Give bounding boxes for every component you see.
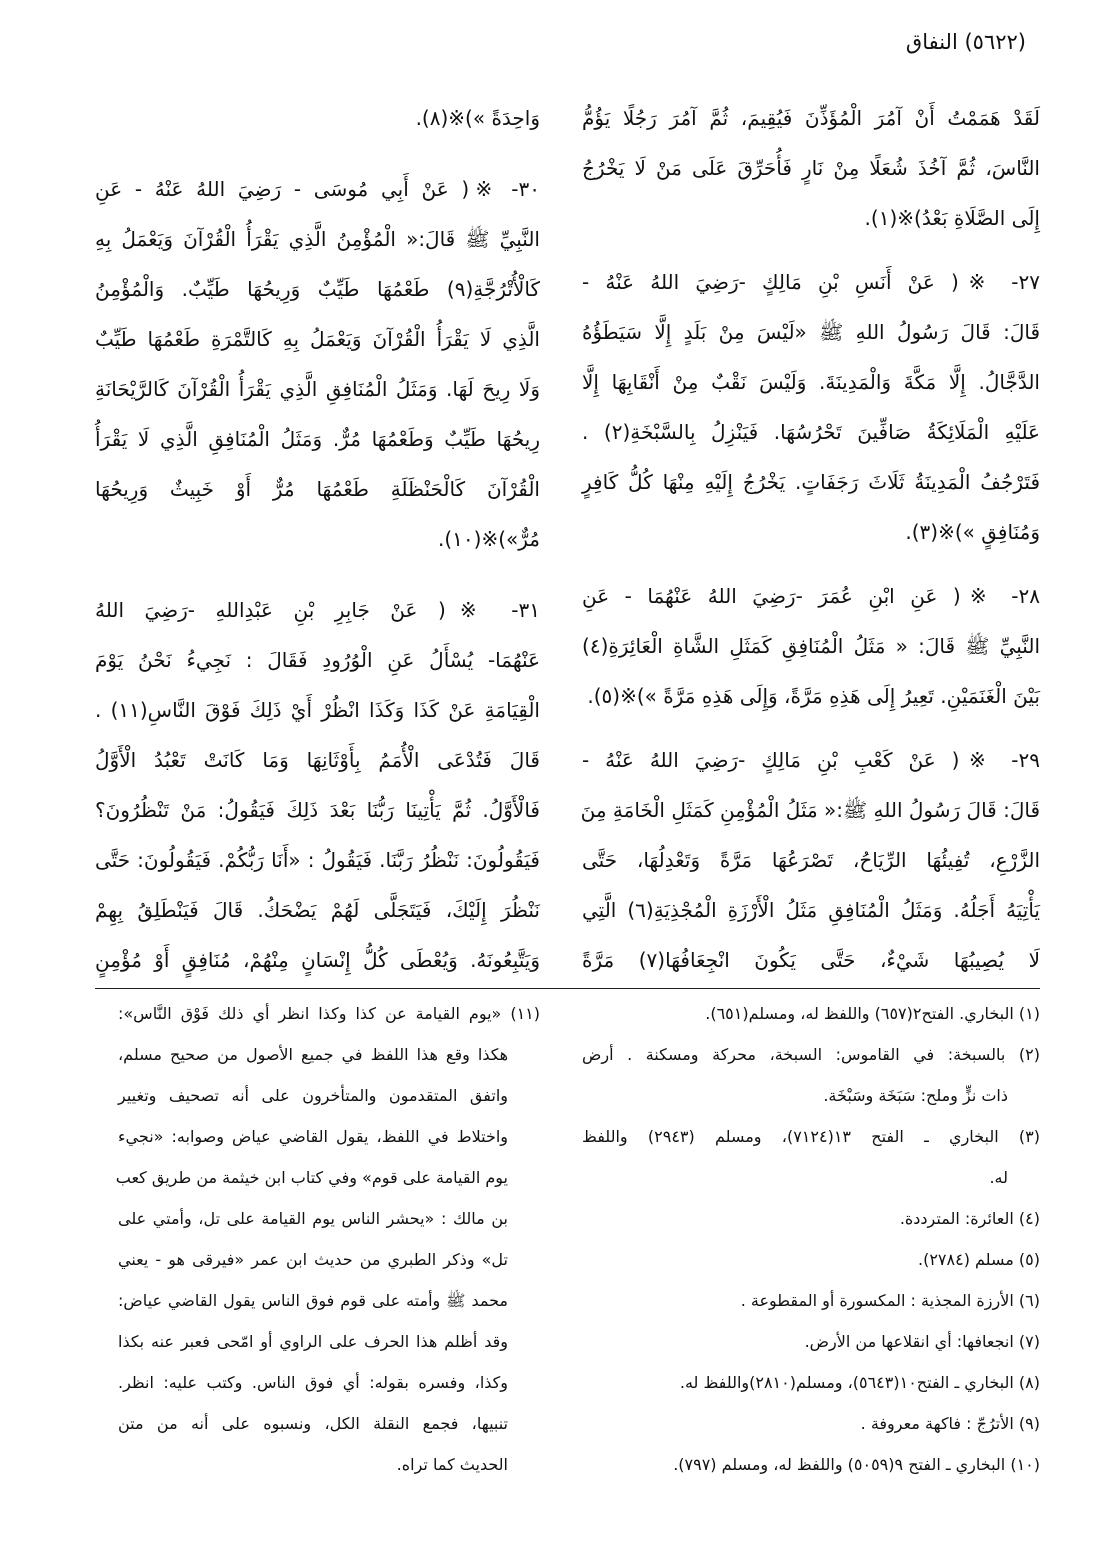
footnote-line: (٣) البخاري ـ الفتح ١٣(٧١٢٤)، ومسلم (٢٩٤٣) واللفظ [582,1127,1041,1146]
text-line: فَالْأَوَّلُ. ثُمَّ يَأْتِينَا رَبُّنَا بَعْدَ ذَلِكَ فَيَقُولُ: مَنْ تَنْظُرُونَ؟ [95,798,540,822]
text-line: النَّاسَ، ثُمَّ آخُذَ شُعَلًا مِنْ نَارٍ فَأُحَرِّقَ عَلَى مَنْ لَا يَخْرُجُ [582,156,1040,180]
text-line: بَيْنَ الْغَنَمَيْنِ. تَعِيرُ إِلَى هَذِهِ مَرَّةً، وَإِلَى هَذِهِ مَرَّةً »)※(٥). [587,684,1040,708]
footnote-line: محمد ﷺ وأمته على قوم فوق الناس يقول القاضي عياض: [118,1291,508,1310]
footnote-line: بن مالك : «يحشر الناس يوم القيامة على تل، وأمتي على [118,1209,508,1228]
text-line: وَلَا رِيحَ لَهَا. وَمَثَلُ الْمُنَافِقِ الَّذِي يَقْرَأُ الْقُرْآنَ كَالرَّيْحَانَةِ [95,377,540,401]
footnote-line: يوم القيامة على قوم» وفي كتاب ابن خيثمة من طريق كعب [115,1168,508,1187]
text-line: يَأْتِيَهُ أَجَلُهُ. وَمَثَلُ الْمُنَافِقِ مَثَلُ الْأَرْزَةِ الْمُجْذِيَةِ(٦) الَّتِي [582,898,1040,922]
footnote-line: هكذا وقع هذا اللفظ في جميع الأصول من صحيح مسلم، [118,1045,508,1064]
text-line: ٣١- ※( عَنْ جَابِرِ بْنِ عَبْدِاللهِ -رَضِيَ اللهُ [95,598,540,622]
hadith-paragraph [95,585,540,985]
text-line: ٢٨- ※( عَنِ ابْنِ عُمَرَ -رَضِيَ اللهُ عَنْهُمَا - عَنِ [582,584,1040,608]
text-line: قَالَ فَتُدْعَى الْأُمَمُ بِأَوْثَانِهَا وَمَا كَانَتْ تَعْبُدُ الْأَوَّلُ [95,748,540,772]
text-line: عَلَيْهِ الْمَلَائِكَةُ صَافِّينَ تَحْرُسُهَا. فَيَنْزِلُ بِالسَّبْخَةِ(٢) . [582,420,1040,444]
text-line: ٣٠- ※( عَنْ أَبِي مُوسَى - رَضِيَ اللهُ عَنْهُ - عَنِ [95,177,540,201]
footnote-line: (٢) بالسبخة: في القاموس: السبخة، محركة ومسكنة . أرض [582,1045,1040,1064]
text-line: فَتَرْجُفُ الْمَدِينَةُ ثَلَاثَ رَجَفَاتٍ. يَخْرُجُ إِلَيْهِ مِنْهَا كُلُّ كَافِرٍ [582,470,1040,494]
text-line: النَّبِيِّ ﷺ قَالَ: « مَثَلُ الْمُنَافِقِ كَمَثَلِ الشَّاةِ الْعَائِرَةِ(٤) [582,634,1040,658]
text-line: الزَّرْعِ، تُفِيئُهَا الرِّيَاحُ، تَصْرَعُهَا مَرَّةً وَتَعْدِلُهَا، حَتَّى [582,848,1040,872]
text-line: لَقَدْ هَمَمْتُ أَنْ آمُرَ الْمُؤَذِّنَ فَيُقِيمَ، ثُمَّ آمُرَ رَجُلًا يَؤُمُّ [582,106,1040,130]
text-line: مُرٌّ»)※(١٠). [437,527,540,551]
hadith-paragraph [582,257,1040,557]
hadith-paragraph [582,93,1040,243]
hadith-paragraph [95,164,540,564]
footnote-line: (٩) الأترُجّ : فاكهة معروفة . [860,1414,1040,1433]
right-text-column [582,93,1040,999]
running-header: (٥٦٢٢) النفاق [905,30,1026,54]
text-line: نَنْظُرَ إِلَيْكَ، فَيَتَجَلَّى لَهُمْ يَضْحَكُ. قَالَ فَيَنْطَلِقُ بِهِمْ [95,898,540,922]
text-line: عَنْهُمَا- يُسْأَلُ عَنِ الْوُرُودِ فَقَالَ : نَجِيءُ نَحْنُ يَوْمَ [95,648,540,672]
footnote-line: وكذا، وفسره بقوله: أي فوق الناس. وكتب عليه: انظر. [118,1373,508,1392]
footnotes-left [115,993,540,1485]
text-line: لَا يُصِيبُهَا شَيْءٌ، حَتَّى يَكُونَ انْجِعَافُهَا(٧) مَرَّةً [582,948,1040,972]
footnote-line: الحديث كما تراه. [396,1455,508,1474]
text-line: النَّبِيِّ ﷺ قَالَ:« الْمُؤْمِنُ الَّذِي يَقْرَأُ الْقُرْآنَ وَيَعْمَلُ بِهِ [95,227,540,251]
footnote-line: (١١) «يوم القيامة عن كذا وكذا انظر أي ذلك فَوْق النَّاس»: [118,1004,540,1023]
footnotes-right [582,993,1040,1485]
text-line: الْقُرْآنَ كَالْحَنْظَلَةِ طَعْمُهَا مُرٌّ أَوْ خَبِيثٌ وَرِيحُهَا [95,477,540,501]
text-line: وَمُنَافِقٍ »)※(٣). [905,520,1040,544]
text-line: رِيحُهَا طَيِّبٌ وَطَعْمُهَا مُرٌّ. وَمَثَلُ الْمُنَافِقِ الَّذِي لَا يَقْرَأُ [95,427,540,451]
text-line: قَالَ: قَالَ رَسُولُ اللهِ ﷺ:« مَثَلُ الْمُؤْمِنِ كَمَثَلِ الْخَامَةِ مِنَ [580,798,1040,822]
footnote-line: (١) البخاري. الفتح٢(٦٥٧) واللفظ له، ومسلم(٦٥١). [705,1004,1040,1023]
footnote-line: (٨) البخاري ـ الفتح١٠(٥٦٤٣)، ومسلم(٢٨١٠)واللفظ له. [679,1373,1040,1392]
text-line: الدَّجَّالُ. إِلَّا مَكَّةَ وَالْمَدِينَةَ. وَلَيْسَ نَقْبٌ مِنْ أَنْقَابِهَا إِلَّا [582,370,1040,394]
text-line: قَالَ: قَالَ رَسُولُ اللهِ ﷺ «لَيْسَ مِنْ بَلَدٍ إِلَّا سَيَطَؤُهُ [582,320,1040,344]
text-line: ٢٧- ※( عَنْ أَنَسِ بْنِ مَالِكٍ -رَضِيَ اللهُ عَنْهُ - [582,270,1040,294]
hadith-paragraph [582,735,1040,985]
footnote-line: تنبيها، فجمع النقلة الكل، ونسبوه على أنه من متن [118,1414,508,1433]
footnote-line: (٤) العائرة: المترددة. [899,1209,1040,1228]
text-line: فَيَقُولُونَ: نَنْظُرُ رَبَّنَا. فَيَقُولُ : «أَنَا رَبُّكُمْ. فَيَقُولُونَ: حَتَّى [95,848,540,872]
text-line: إِلَى الصَّلَاةِ بَعْدُ)※(١). [864,206,1040,230]
text-line: كَالْأُتْرُجَّةِ(٩) طَعْمُهَا طَيِّبٌ وَرِيحُهَا طَيِّبٌ. وَالْمُؤْمِنُ [95,277,540,301]
hadith-paragraph [95,93,540,143]
footnote-line: (٦) الأرزة المجذية : المكسورة أو المقطوعة . [740,1291,1040,1310]
footnote-line: تل» وذكر الطبري من حديث ابن عمر «فيرقى هو - يعني [118,1250,508,1269]
footnote-line: واختلاط في اللفظ، يقول القاضي عياض وصوابه: «نجيء [118,1127,508,1146]
text-line: الَّذِي لَا يَقْرَأُ الْقُرْآنَ وَيَعْمَلُ بِهِ كَالتَّمْرَةِ طَعْمُهَا طَيِّبٌ [95,327,540,351]
footnote-line: وقد أظلم هذا الحرف على الراوي أو امّحى فعبر عنه بكذا [118,1332,508,1351]
left-text-column [95,93,540,1006]
text-line: ٢٩- ※( عَنْ كَعْبِ بْنِ مَالِكٍ -رَضِيَ اللهُ عَنْهُ - [582,748,1040,772]
text-line: الْقِيَامَةِ عَنْ كَذَا وَكَذَا انْظُرْ أَيْ ذَلِكَ فَوْقَ النَّاسِ(١١) . [95,698,540,722]
footnote-line: واتفق المتقدمون والمتأخرون على أنه تصحيف وتغيير [118,1086,508,1105]
text-line: وَيَتَّبِعُونَهُ. وَيُعْطَى كُلُّ إِنْسَانٍ مِنْهُمْ، مُنَافِقٍ أَوْ مُؤْمِنٍ [95,948,540,972]
footnote-line: له. [989,1168,1008,1187]
footnote-line: (٥) مسلم (٢٧٨٤). [918,1250,1040,1269]
footnote-line: (٧) انجعافها: أي انقلاعها من الأرض. [804,1332,1040,1351]
footnote-separator [95,988,1040,989]
hadith-paragraph [582,571,1040,721]
text-line: وَاحِدَةً »)※(٨). [415,106,540,130]
footnote-line: (١٠) البخاري ـ الفتح ٩(٥٠٥٩) واللفظ له، ومسلم (٧٩٧). [673,1455,1040,1474]
footnote-line: ذات نزٍّ وملح: سَبَخَة وسَبْخَة. [823,1086,1008,1105]
